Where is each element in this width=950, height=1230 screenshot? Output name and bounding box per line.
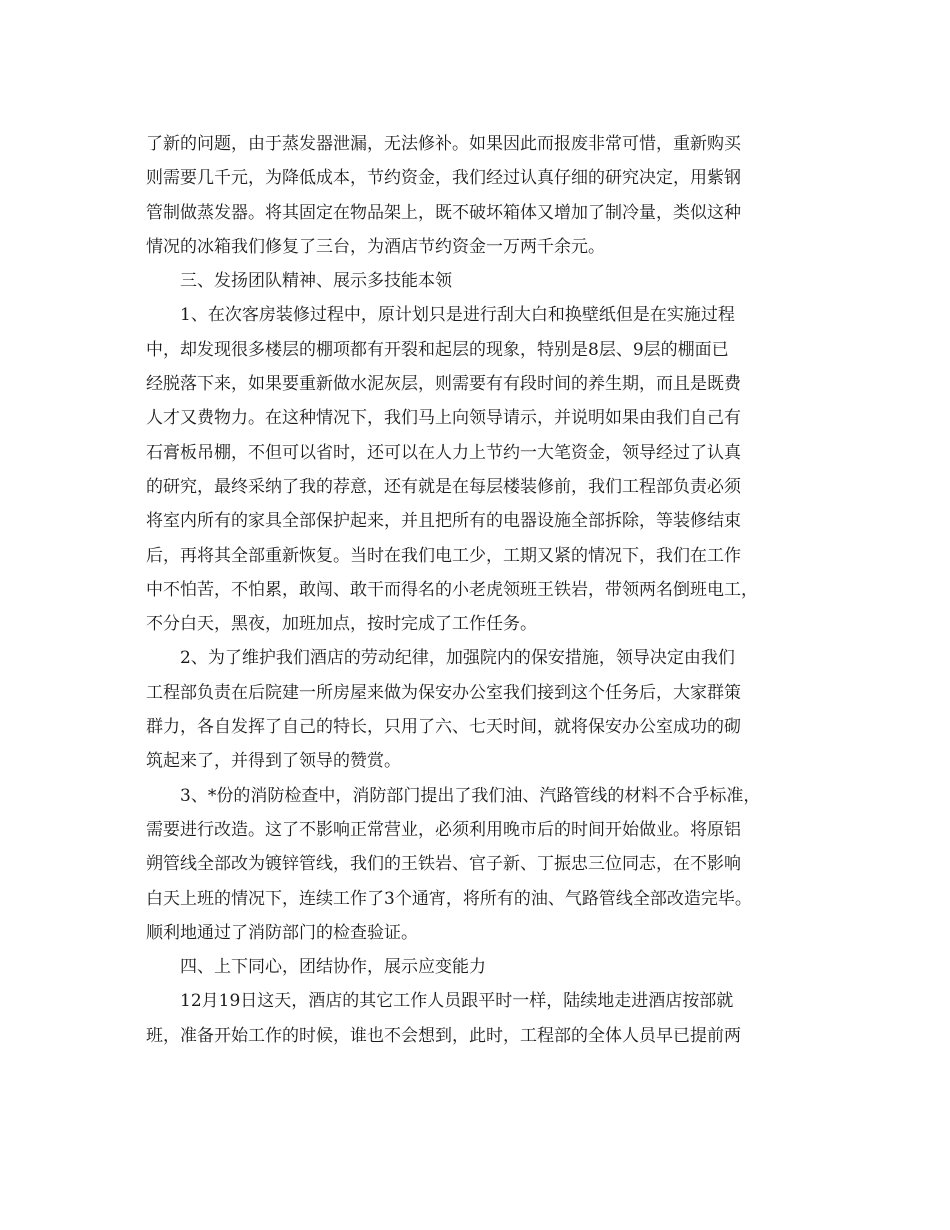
text-line: 人才又费物力。在这种情况下，我们马上向领导请示，并说明如果由我们自己有 [146,408,741,429]
text-line: 经脱落下来，如果要重新做水泥灰层，则需要有有段时间的养生期，而且是既费 [146,374,741,395]
text-line: 中不怕苦，不怕累，敢闯、敢干而得名的小老虎领班王铁岩，带领两名倒班电工， [146,579,758,600]
paragraph-start-line: 3、*份的消防检查中，消防部门提出了我们油、汽路管线的材料不合乎标准， [180,785,761,806]
text-line: 中，却发现很多楼层的棚项都有开裂和起层的现象，特别是8层、9层的棚面已 [146,339,729,360]
text-line: 的研究，最终采纳了我的荐意，还有就是在每层楼装修前，我们工程部负责必须 [146,476,741,497]
text-line: 不分白天，黑夜，加班加点，按时完成了工作任务。 [146,614,537,635]
text-line: 则需要几千元，为降低成本，节约资金，我们经过认真仔细的研究决定，用紫钢 [146,168,741,189]
text-line: 需要进行改造。这了不影响正常营业，必须利用晚市后的时间开始做业。将原铝 [146,819,741,840]
text-line: 筑起来了，并得到了领导的赞赏。 [146,751,401,772]
text-line: 情况的冰箱我们修复了三台，为酒店节约资金一万两千余元。 [146,236,605,257]
text-line: 顺利地通过了消防部门的检查验证。 [146,922,418,943]
text-line: 班，准备开始工作的时候，谁也不会想到，此时，工程部的全体人员早已提前两 [146,1025,741,1046]
paragraph-start-line: 三、发扬团队精神、展示多技能本领 [180,271,452,292]
text-line: 管制做蒸发器。将其固定在物品架上，既不破坏箱体又增加了制冷量，类似这种 [146,202,741,223]
text-line: 后，再将其全部重新恢复。当时在我们电工少，工期又紧的情况下，我们在工作 [146,545,741,566]
text-line: 石膏板吊棚，不但可以省时，还可以在人力上节约一大笔资金，领导经过了认真 [146,442,741,463]
paragraph-start-line: 2、为了维护我们酒店的劳动纪律，加强院内的保安措施，领导决定由我们 [180,648,735,669]
text-line: 了新的问题，由于蒸发器泄漏，无法修补。如果因此而报废非常可惜，重新购买 [146,134,741,154]
text-line: 工程部负责在后院建一所房屋来做为保安办公室我们接到这个任务后，大家群策 [146,682,741,703]
text-line: 将室内所有的家具全部保护起来，并且把所有的电器设施全部拆除，等装修结束 [146,511,741,532]
document-body [146,127,806,1053]
paragraph-start-line: 四、上下同心，团结协作，展示应变能力 [180,957,486,978]
paragraph-start-line: 1、在次客房装修过程中，原计划只是进行刮大白和换壁纸但是在实施过程 [180,305,735,326]
paragraph-start-line: 12月19日这天，酒店的其它工作人员跟平时一样，陆续地走进酒店按部就 [180,991,734,1012]
text-line: 白天上班的情况下，连续工作了3个通宵，将所有的油、气路管线全部改造完毕。 [146,888,752,909]
text-line: 朔管线全部改为镀锌管线，我们的王铁岩、官子新、丁振忠三位同志，在不影响 [146,854,741,875]
text-line: 群力，各自发挥了自己的特长，只用了六、七天时间，就将保安办公室成功的砌 [146,717,741,738]
